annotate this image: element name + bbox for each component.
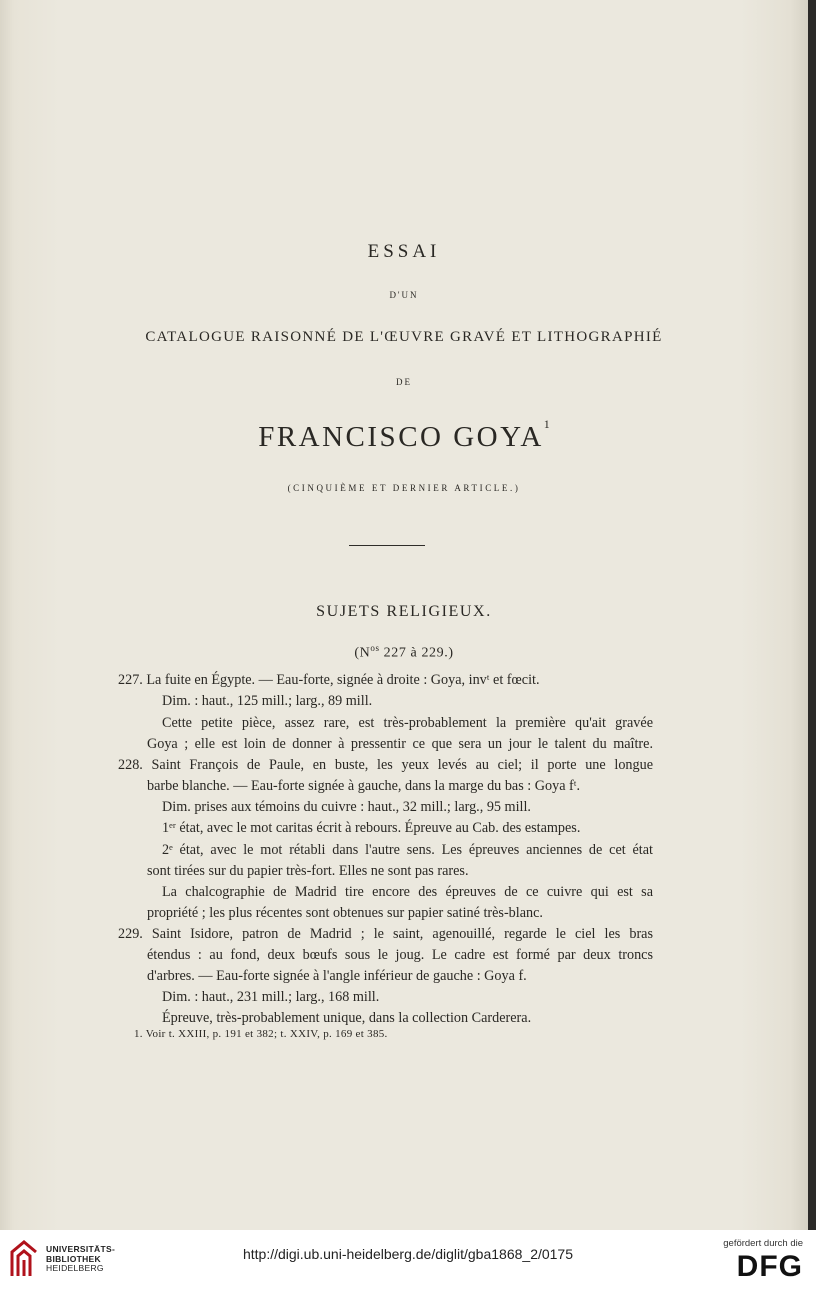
section-title: SUJETS RELIGIEUX. — [316, 603, 492, 620]
text-line: barbe blanche. — Eau-forte signée à gauche, dans la marge du bas : Goya fᵗ. — [147, 778, 581, 794]
divider-rule — [349, 545, 425, 546]
text-line: Goya ; elle est loin de donner à pressentir ce que sera un jour le talent du maître. — [147, 736, 653, 752]
text-line: Dim. prises aux témoins du cuivre : haut., 32 mill.; larg., 95 mill. — [162, 799, 531, 815]
text-line: 2ᵉ état, avec le mot rétabli dans l'autre sens. Les épreuves anciennes de cet état — [162, 842, 653, 858]
text-line: sont tirées sur du papier très-fort. Elles ne sont pas rares. — [147, 863, 469, 879]
text-line: Cette petite pièce, assez rare, est très-probablement la première qu'ait gravée — [162, 715, 653, 731]
viewer-footer — [0, 1230, 816, 1289]
text-line: Dim. : haut., 125 mill.; larg., 89 mill. — [162, 693, 373, 709]
article-subtitle: (CINQUIÈME ET DERNIER ARTICLE.) — [287, 483, 521, 493]
permalink-url[interactable]: http://digi.ub.uni-heidelberg.de/diglit/gba1868_2/0175 — [242, 1246, 574, 1262]
range-rest: 227 à 229.) — [379, 645, 454, 661]
range-open: (N — [354, 645, 371, 661]
text-line: d'arbres. — Eau-forte signée à l'angle inférieur de gauche : Goya f. — [147, 968, 527, 984]
essai-heading: ESSAI — [367, 241, 441, 262]
logo-line-3: HEIDELBERG — [46, 1263, 104, 1273]
title-footnote-mark: 1 — [543, 417, 550, 431]
dfg-logo[interactable]: DFG — [736, 1250, 803, 1283]
text-line: 227. La fuite en Égypte. — Eau-forte, signée à droite : Goya, invᵗ et fœcit. — [118, 672, 540, 688]
funding-label: gefördert durch die — [723, 1238, 803, 1249]
range-sup: os — [370, 643, 380, 653]
text-line: étendus : au fond, deux bœufs sous le joug. Le cadre est formé par deux troncs — [147, 947, 653, 963]
dun-label: D'UN — [389, 290, 419, 300]
logo-line-2: BIBLIOTHEK — [46, 1253, 101, 1264]
catalogue-heading: CATALOGUE RAISONNÉ DE L'ŒUVRE GRAVÉ ET LITHOGRAPHIÉ — [145, 329, 663, 345]
text-line: 229. Saint Isidore, patron de Madrid ; le saint, agenouillé, regarde le ciel les bras — [118, 926, 653, 942]
de-label: DE — [396, 377, 412, 387]
text-line: La chalcographie de Madrid tire encore des épreuves de ce cuivre qui est sa — [162, 884, 653, 900]
section-range — [0, 643, 808, 662]
title-name: FRANCISCO GOYA — [258, 421, 544, 453]
text-line: 228. Saint François de Paule, en buste, les yeux levés au ciel; il porte une longue — [118, 757, 653, 773]
footnote: 1. Voir t. XXIII, p. 191 et 382; t. XXIV, p. 169 et 385. — [134, 1028, 388, 1040]
text-line: Dim. : haut., 231 mill.; larg., 168 mill. — [162, 989, 380, 1005]
text-line: Épreuve, très-probablement unique, dans la collection Carderera. — [162, 1010, 532, 1026]
page-title — [0, 417, 808, 454]
logo-line-1: UNIVERSITÄTS- — [46, 1244, 116, 1254]
text-line: 1ᵉʳ état, avec le mot caritas écrit à rebours. Épreuve au Cab. des estampes. — [162, 820, 581, 836]
text-line: propriété ; les plus récentes sont obtenues sur papier satiné très-blanc. — [147, 905, 543, 921]
page-edge — [808, 0, 816, 1230]
